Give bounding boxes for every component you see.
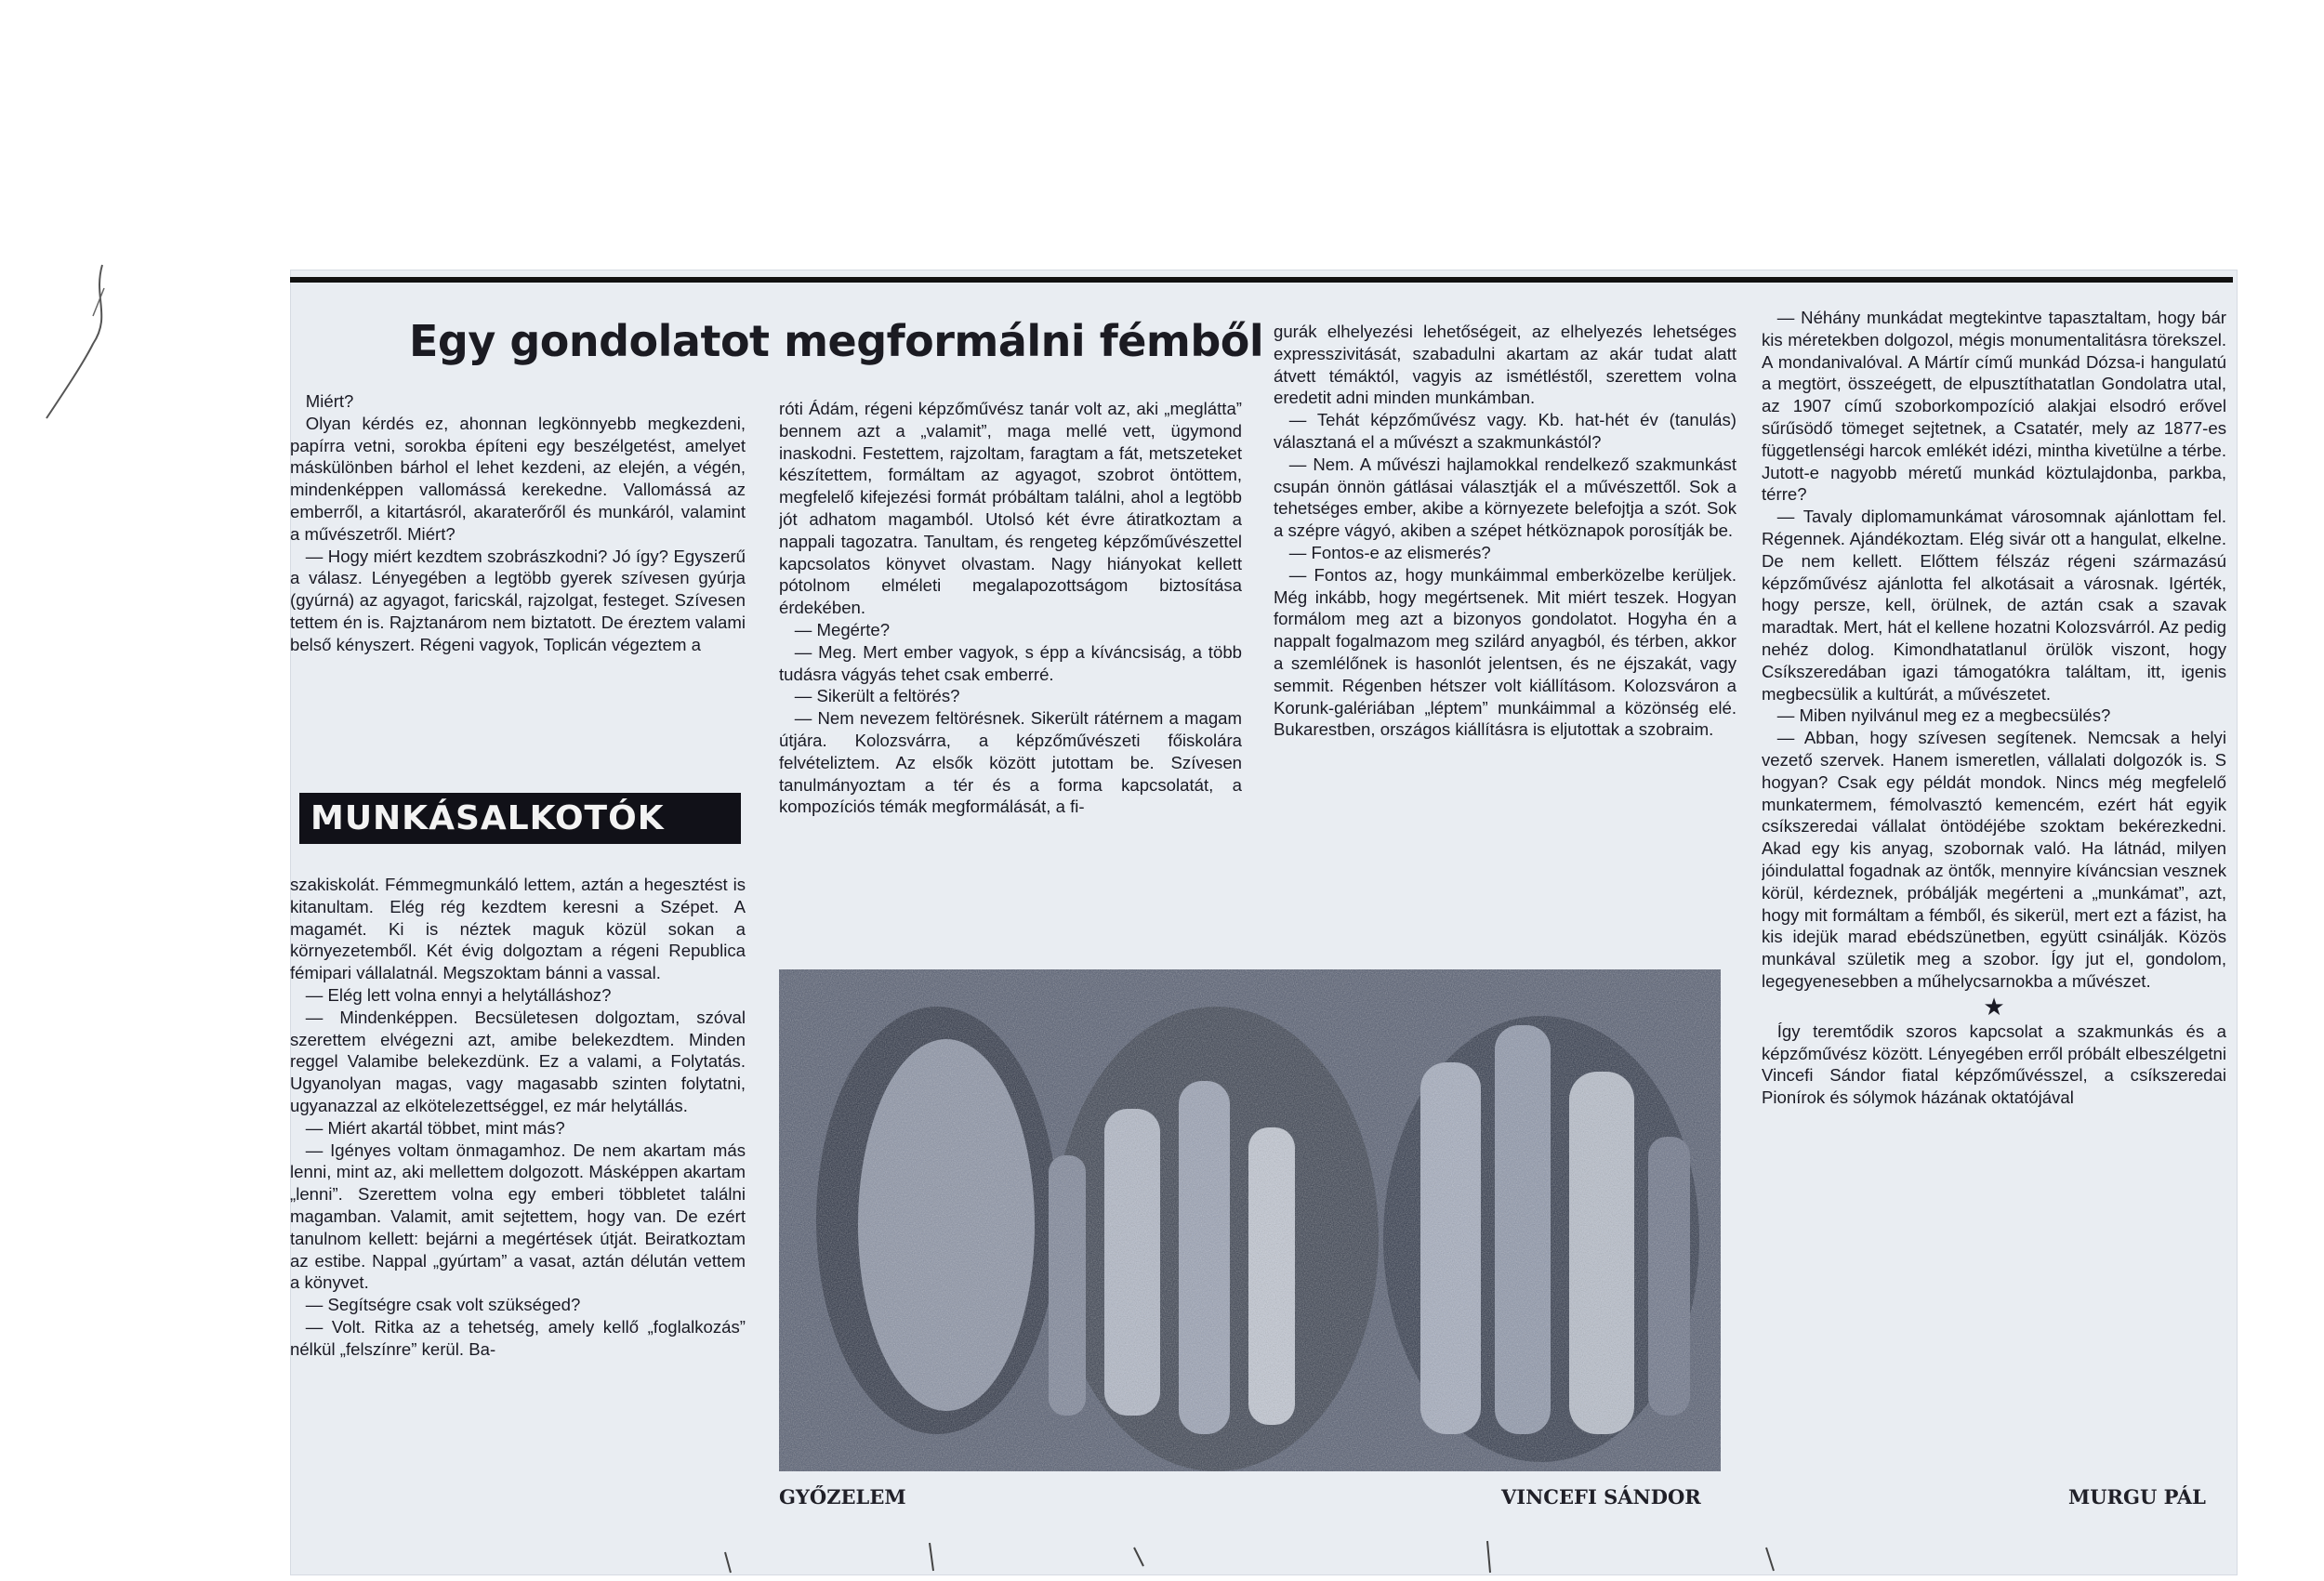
scan-artifact-marks xyxy=(651,1524,1952,1580)
paragraph: róti Ádám, régeni képzőművész tanár volt az, aki „meglátta” bennem azt a „valamit”, maga mellé vett, ügymond inaskodni. Festettem, rajzoltam, faragtam a fát, metszeteket készítettem, formáltam az agyagot, szobrot öntöttem, megfelelő kifejezési formát próbáltam találni, ahol a legtöbb jót adhatom magamból. Utolsó két évre átiratkoztam a nappali tagozatra. Tanultam, és rengeteg képzőművészettel kapcsolatos könyvet olvastam. Nagy hiányokat kellett pótolnom elméleti megalapozottságom biztosítása érdekében. xyxy=(779,399,1242,618)
paragraph: — Meg. Mert ember vagyok, s épp a kíváncsiság, a több tudásra vágyás tehet csak emberré. xyxy=(779,641,1242,684)
section-label: MUNKÁSALKOTÓK xyxy=(299,793,741,844)
paragraph: szakiskolát. Fémmegmunkáló lettem, aztán a hegesztést is kitanultam. Elég rég kezdtem keresni a Szépet. A magamét. Ki is néztek maguk közül sokan a környezetemből. Két évig dolgoztam a régeni Republica fémipari vállalatnál. Megszoktam bánni a vassal. xyxy=(290,875,746,983)
paragraph: — Igényes voltam önmagamhoz. De nem akartam más lenni, mint az, aki mellettem dolgozott. Másképpen akartam „lenni”. Szerettem volna egy emberi többletet találni magamban. Valamit, amit sejtettem, hogy van. De ezért tanulnom kellett: bejárni a megértések útját. Beiratkoztam az estibe. Nappal „gyúrtam” a vasat, aztán délután vettem a könyvet. xyxy=(290,1140,746,1293)
paragraph: — Hogy miért kezdtem szobrászkodni? Jó így? Egyszerű a válasz. Lényegében a legtöbb gyerek szívesen gyúrja (gyúrná) az agyagot, faricskál, rajzolgat, festeget. Szívesen tettem én is. Rajztanárom nem biztatott. De éreztem valami belső kényszert. Régeni vagyok, Toplicán végeztem a xyxy=(290,546,746,654)
paragraph: — Fontos-e az elismerés? xyxy=(1288,542,1491,562)
paragraph: — Miért akartál többet, mint más? xyxy=(305,1117,565,1138)
paragraph: — Abban, hogy szívesen segítenek. Nemcsak a helyi vezető szervek. Hanem ismeretlen, vállalati dolgozók is. S hogyan? Csak egy példát mondok. Nincs még megfelelő munkatermem, fémolvasztó kemencém, ezért hát egyik csíkszeredai vállalat öntödéjébe szoktam bekérezkedni. Akad egy kis anyag, szobornak való. Ha látnád, milyen jóindulattal fogadnak az öntők, mennyire kíváncsian vesznek körül, kérdeznek, próbálják megérteni a „munkámat”, azt, hogy mit formáltam a fémből, és sikerül, mert ezt a fázist, ha kis idejük marad ebédszünetben, együtt csinálják. Közös munkával születik meg a szobor. Így jut el, gondolom, legegyenesebben a műhelycsarnokba a művészet. xyxy=(1762,728,2226,991)
paragraph: — Nem. A művészi hajlamokkal rendelkező szakmunkást csupán önnön gátlásai választják el a művészettől. Sok a tehetséges ember, akibe a környezete belefojtja a szót. Sok a szépre vágyó, akiben a szépet hétköznapok porosítják be. xyxy=(1274,454,1736,541)
paragraph: — Fontos az, hogy munkáimmal emberközelbe kerüljek. Még inkább, hogy megértsenek. Mit miért teszek. Hogyan formálom meg azt a bizonyos gondolatot. Hogyha én a nappalt fogalmazom meg szilárd anyagból, és térben, akkor a szemlélőnek is hasonlót jelentsen, és ne éjszakát, vagy semmit. Régenben hétszer volt kiállításom. Kolozsváron a Korunk-galériában „léptem” munkáimmal a közönség elé. Bukarestben, országos kiállításra is eljutottak a szobraim. xyxy=(1274,564,1736,740)
paragraph: — Miben nyilvánul meg ez a megbecsülés? xyxy=(1776,705,2111,726)
column-1 xyxy=(290,390,746,809)
photo-caption-artist: VINCEFI SÁNDOR xyxy=(1501,1485,1701,1509)
sculpture-photo xyxy=(779,969,1721,1471)
paragraph: Miért? xyxy=(305,391,354,411)
paragraph: — Néhány munkádat megtekintve tapasztaltam, hogy bár kis méretekben dolgozol, mégis monumentalitásra törekszel. A mondanivalóval. A Mártír című munkád Dózsa-i hangulatú a megtört, összeégett, de elpusztíthatatlan Gondolatra utal, az 1907 című szoborkompozíció alakjai elsodró erővel sűrűsödő tömeget sejtetnek, a Csatatér, mely az 1877-es függetlenségi harcok emlékét idézi, mintha kivetülne a térbe. Jutott-e nagyobb méretű munkád köztulajdonba, parkba, térre? xyxy=(1762,308,2226,505)
column-1-continued xyxy=(290,874,746,1510)
article-title: Egy gondolatot megformálni fémből xyxy=(409,316,1264,366)
paragraph: — Elég lett volna ennyi a helytálláshoz? xyxy=(305,984,612,1005)
paragraph: — Sikerült a feltörés? xyxy=(794,686,960,706)
margin-pen-mark xyxy=(37,260,121,437)
paragraph: Olyan kérdés ez, ahonnan legkönnyebb megkezdeni, papírra vetni, sorokba építeni egy beszélgetést, amelyet máskülönben bárhol el lehet kezdeni, az elején, a végén, mindenképpen vallomássá kerekedne. Vallomássá az emberről, a kitartásról, akaraterőről és munkáról, valamint a művészetről. Miért? xyxy=(290,413,746,544)
photo-caption-title: GYŐZELEM xyxy=(779,1485,906,1509)
paragraph: — Tehát képzőművész vagy. Kb. hat-hét év (tanulás) választaná el a művészt a szakmunkástól? xyxy=(1274,410,1736,452)
paragraph: — Megérte? xyxy=(794,619,891,639)
closing-paragraph: Így teremtődik szoros kapcsolat a szakmunkás és a képzőművész között. Lényegében erről próbált elbeszélgetni Vincefi Sándor fiatal képzőművésszel, a csíkszeredai Pionírok és sólymok házának oktatójával xyxy=(1762,1021,2226,1108)
paragraph: gurák elhelyezési lehetőségeit, az elhelyezés lehetséges expresszivitását, szabadulni akartam az akár tudat alatt átvett témáktól, vagyis az ismétléstől, szerettem volna eredetit adni minden munkámban. xyxy=(1274,322,1736,408)
paragraph: — Mindenképpen. Becsületesen dolgoztam, szóval szerettem elvégezni azt, amibe belekezdtem. Minden reggel Valamibe belekezdünk. Ez a valami, a Folytatás. Ugyanolyan magas, vagy magasabb szinten folytatni, ugyanazzal az elkötelezettséggel, ez már helytállás. xyxy=(290,1007,746,1115)
top-rule xyxy=(290,277,2233,283)
article-author: MURGU PÁL xyxy=(2068,1485,2206,1509)
paragraph: — Tavaly diplomamunkámat városomnak ajánlottam fel. Régennek. Ajándékoztam. Elég sivár ott a hangulat, elkelne. De nem kellett. Előttem félszáz régeni származású képzőművész ajánlotta fel alkotásait a városnak. Igérték, hogy persze, kell, örülnek, de aztán csak a szavak maradtak. Mert, hát el kellene hozatni Kolozsvárról. Az pedig nehéz dolog. Kimondhatatlanul örülök viszont, hogy Csíkszeredában igazi támogatókra találtam, itt, igenis megbecsülik a kultúrát, a művészetet. xyxy=(1762,507,2226,704)
paragraph: — Segítségre csak volt szükséged? xyxy=(305,1295,581,1315)
paragraph: — Nem nevezem feltörésnek. Sikerült rátérnem a magam útjára. Kolozsvárra, a képzőművészeti főiskolára felvételiztem. Az elsők között jutottam be. Szívesen tanulmányoztam a tér és a forma kapcsolatát, a kompozíciós témák megformálását, a fi- xyxy=(779,708,1242,817)
column-3 xyxy=(1274,321,1736,951)
column-2 xyxy=(779,398,1242,951)
paragraph: — Volt. Ritka az a tehetség, amely kellő „foglalkozás” nélkül „felszínre” kerül. Ba- xyxy=(290,1316,746,1359)
separator-star-icon: ★ xyxy=(1983,992,2005,1021)
column-4 xyxy=(1762,307,2226,1478)
